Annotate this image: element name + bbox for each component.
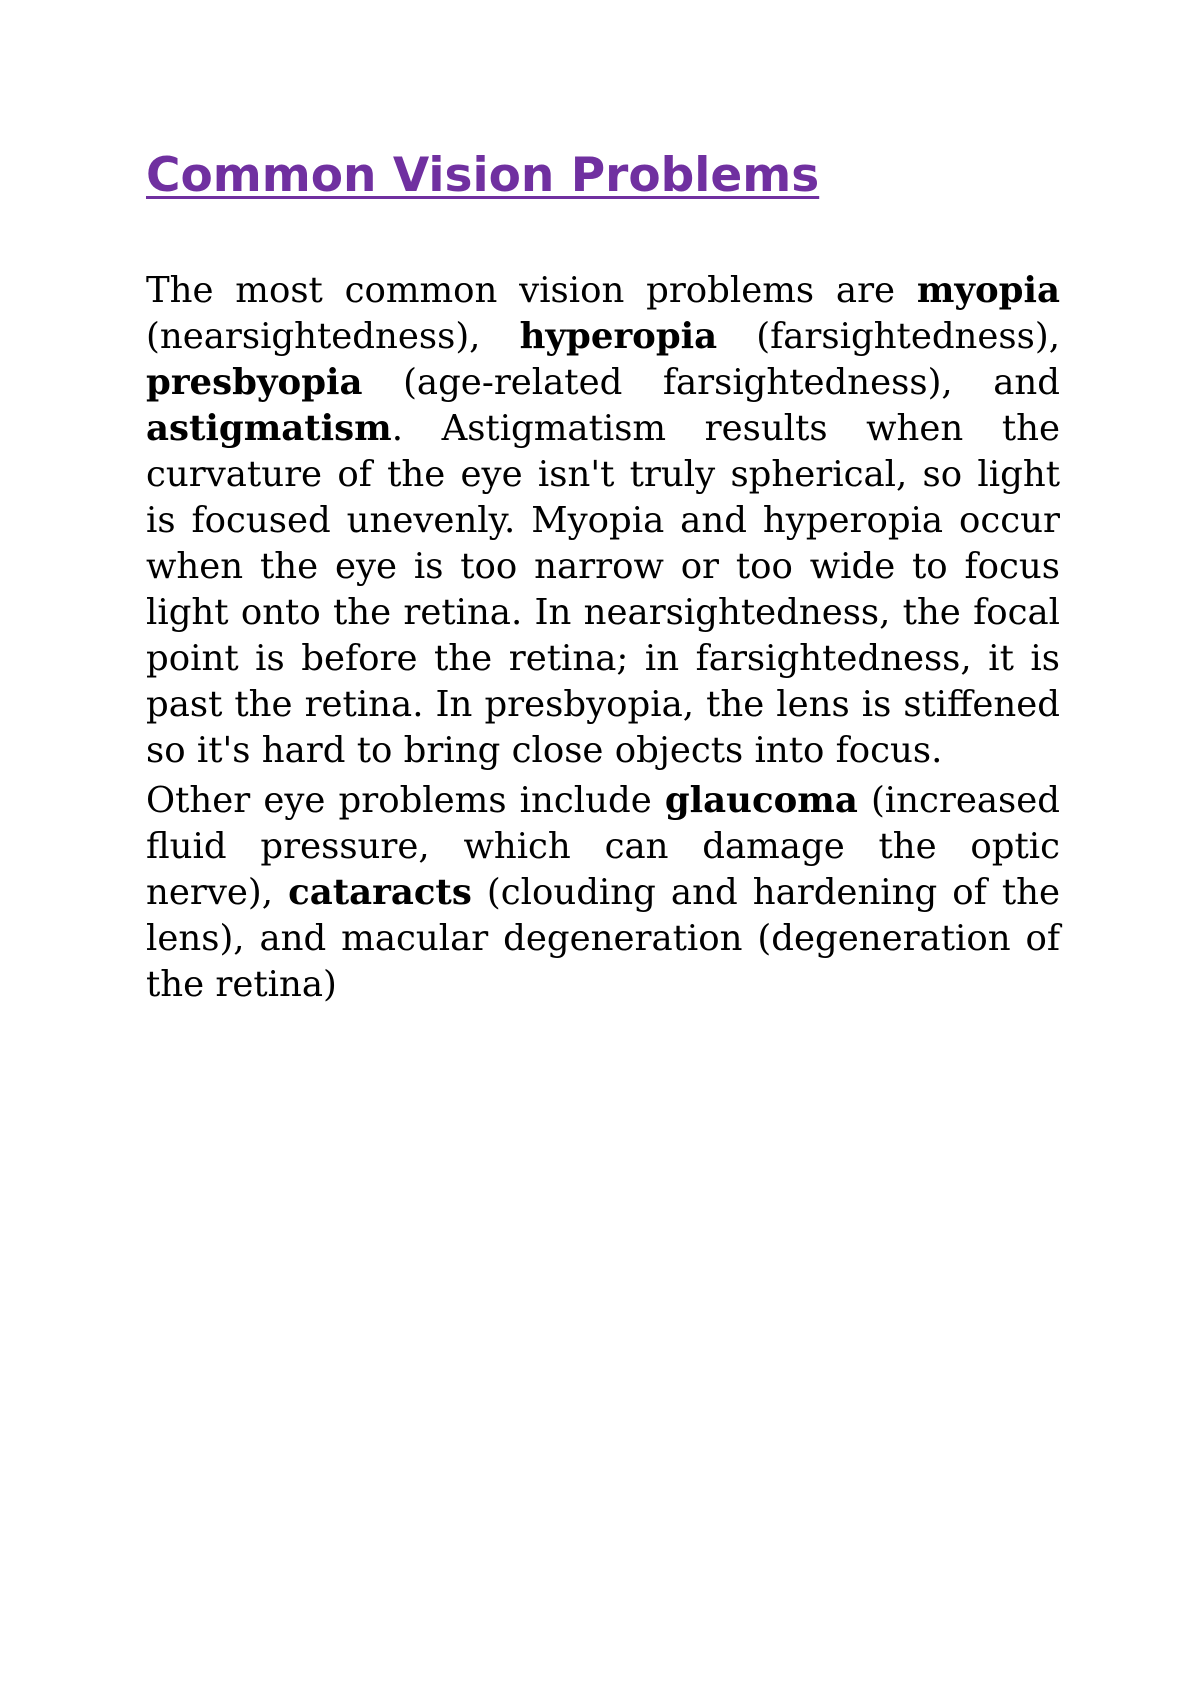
text-segment: (increased fluid pressure, which can damage the optic nerve), (146, 780, 1060, 913)
term-presbyopia: presbyopia (146, 362, 363, 403)
text-segment: (farsightedness), (717, 316, 1060, 357)
term-glaucoma: glaucoma (664, 780, 858, 821)
paragraph-common-problems (146, 268, 1060, 774)
term-cataracts: cataracts (288, 872, 472, 913)
page-title: Common Vision Problems (146, 148, 820, 203)
text-segment: (age-related farsightedness), and (362, 362, 1060, 403)
document-body (146, 268, 1060, 1012)
text-segment: (clouding and hardening of the lens), and macular degeneration (degeneration of the retina) (146, 872, 1060, 1005)
text-segment: Other eye problems include (146, 780, 665, 821)
paragraph-other-problems (146, 778, 1060, 1008)
term-astigmatism: astigmatism (146, 408, 392, 449)
term-myopia: myopia (916, 270, 1060, 311)
text-segment: (nearsightedness), (146, 316, 520, 357)
text-segment: The most common vision problems are (146, 270, 917, 311)
text-segment: . Astigmatism results when the curvature of the eye isn't truly spherical, so light is focused unevenly. Myopia and hyperopia occur when the eye is too narrow or too wide to focus light onto the retina. In nearsightedness, the focal point is before the retina; in farsightedness, it is past the retina. In presbyopia, the lens is stiffened so it's hard to bring close objects into focus. (146, 408, 1060, 771)
term-hyperopia: hyperopia (519, 316, 718, 357)
